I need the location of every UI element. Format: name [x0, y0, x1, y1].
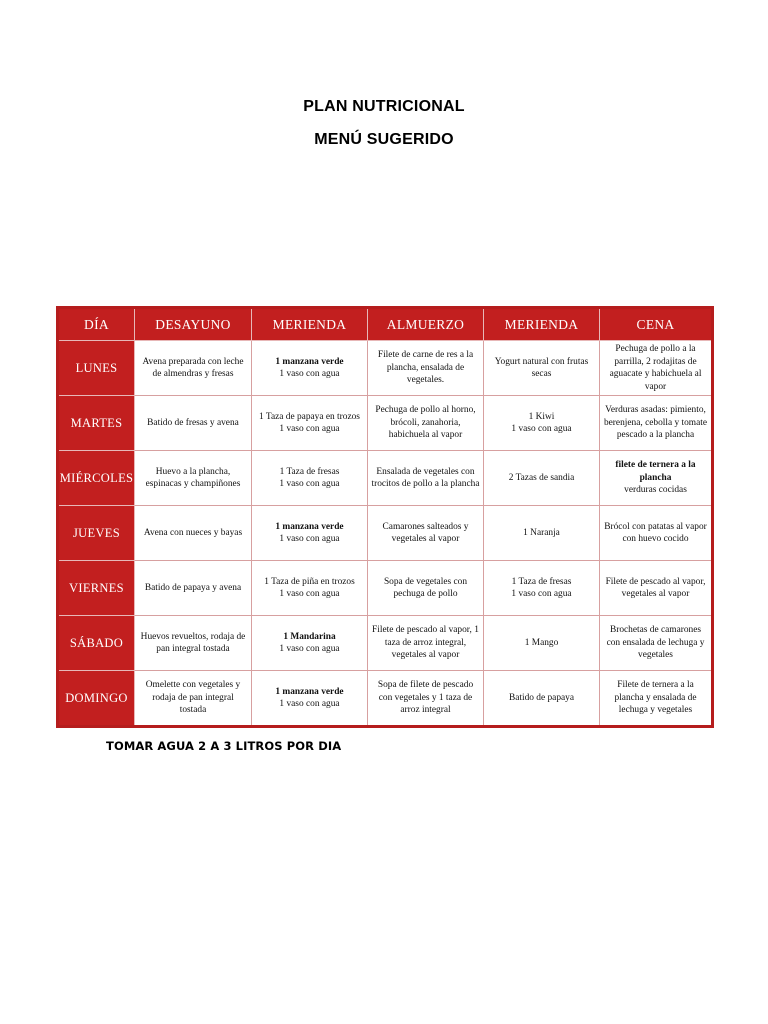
cell-desayuno: Avena con nueces y bayas [135, 506, 252, 561]
cell-day: VIERNES [58, 561, 135, 616]
cell-merienda-afternoon [484, 561, 600, 616]
cell-merienda-morning [252, 671, 368, 727]
table-row [58, 671, 713, 727]
cell-line: 1 Taza de fresas [511, 576, 572, 587]
cell-cena: Brochetas de camarones con ensalada de lechuga y vegetales [600, 616, 713, 671]
cell-merienda-afternoon: 1 Mango [484, 616, 600, 671]
header-merienda-afternoon: MERIENDA [484, 308, 600, 341]
cell-line: 1 vaso con agua [279, 534, 340, 544]
cell-line: 1 vaso con agua [279, 644, 340, 654]
cell-merienda-morning [252, 506, 368, 561]
cell-cena: Pechuga de pollo a la parrilla, 2 rodajitas de aguacate y habichuela al vapor [600, 341, 713, 396]
cell-cena: Brócol con patatas al vapor con huevo cocido [600, 506, 713, 561]
cell-desayuno: Batido de papaya y avena [135, 561, 252, 616]
cell-line: 1 Mandarina [283, 631, 336, 642]
cell-line: 1 vaso con agua [511, 424, 572, 434]
table-row [58, 451, 713, 506]
cell-line: 1 vaso con agua [279, 589, 340, 599]
cell-merienda-afternoon: Yogurt natural con frutas secas [484, 341, 600, 396]
cell-day: SÁBADO [58, 616, 135, 671]
cell-line: 1 manzana verde [275, 521, 344, 532]
cell-line: 1 manzana verde [275, 356, 344, 367]
table-row [58, 396, 713, 451]
cell-almuerzo: Sopa de vegetales con pechuga de pollo [368, 561, 484, 616]
cell-merienda-morning [252, 451, 368, 506]
cell-line: filete de ternera a la plancha [615, 460, 696, 483]
cell-merienda-afternoon [484, 396, 600, 451]
cell-day: MIÉRCOLES [58, 451, 135, 506]
cell-line: 1 Taza de papaya en trozos [259, 411, 360, 422]
cell-line: 1 manzana verde [275, 686, 344, 697]
cell-desayuno: Avena preparada con leche de almendras y fresas [135, 341, 252, 396]
header-merienda-morning: MERIENDA [252, 308, 368, 341]
cell-almuerzo: Filete de pescado al vapor, 1 taza de arroz integral, vegetales al vapor [368, 616, 484, 671]
cell-desayuno: Huevos revueltos, rodaja de pan integral tostada [135, 616, 252, 671]
cell-almuerzo: Filete de carne de res a la plancha, ensalada de vegetales. [368, 341, 484, 396]
cell-cena [600, 451, 713, 506]
header-dia: DÍA [58, 308, 135, 341]
cell-day: MARTES [58, 396, 135, 451]
cell-line: 1 vaso con agua [279, 369, 340, 379]
cell-merienda-morning [252, 561, 368, 616]
cell-desayuno: Omelette con vegetales y rodaja de pan integral tostada [135, 671, 252, 727]
cell-day: JUEVES [58, 506, 135, 561]
table-row [58, 506, 713, 561]
document-subtitle: MENÚ SUGERIDO [314, 131, 454, 148]
cell-almuerzo: Pechuga de pollo al horno, brócoli, zanahoria, habichuela al vapor [368, 396, 484, 451]
header-cena: CENA [600, 308, 713, 341]
document-title: PLAN NUTRICIONAL [303, 98, 465, 115]
cell-day: DOMINGO [58, 671, 135, 727]
cell-merienda-morning [252, 396, 368, 451]
cell-almuerzo: Camarones salteados y vegetales al vapor [368, 506, 484, 561]
cell-line: 1 Taza de piña en trozos [264, 576, 355, 587]
cell-line: 1 vaso con agua [279, 424, 340, 434]
cell-day: LUNES [58, 341, 135, 396]
table-header-row [58, 308, 713, 341]
cell-line: verduras cocidas [624, 485, 687, 496]
cell-desayuno: Batido de fresas y avena [135, 396, 252, 451]
cell-cena: Verduras asadas: pimiento, berenjena, cebolla y tomate pescado a la plancha [600, 396, 713, 451]
cell-merienda-afternoon: 2 Tazas de sandia [484, 451, 600, 506]
cell-merienda-afternoon: 1 Naranja [484, 506, 600, 561]
cell-line: 1 vaso con agua [279, 699, 340, 709]
cell-line: 1 Taza de fresas [279, 466, 340, 477]
header-almuerzo: ALMUERZO [368, 308, 484, 341]
water-note: TOMAR AGUA 2 A 3 LITROS POR DIA [106, 739, 342, 753]
cell-line: 1 vaso con agua [279, 479, 340, 489]
cell-merienda-morning [252, 341, 368, 396]
table-row [58, 341, 713, 396]
cell-line: 1 Kiwi [528, 411, 555, 422]
cell-merienda-morning [252, 616, 368, 671]
weekly-menu-table [56, 306, 714, 728]
cell-desayuno: Huevo a la plancha, espinacas y champiñones [135, 451, 252, 506]
cell-cena: Filete de ternera a la plancha y ensalada de lechuga y vegetales [600, 671, 713, 727]
cell-line: 1 vaso con agua [511, 589, 572, 599]
table-row [58, 616, 713, 671]
cell-merienda-afternoon: Batido de papaya [484, 671, 600, 727]
header-desayuno: DESAYUNO [135, 308, 252, 341]
cell-almuerzo: Ensalada de vegetales con trocitos de pollo a la plancha [368, 451, 484, 506]
cell-cena: Filete de pescado al vapor, vegetales al vapor [600, 561, 713, 616]
table-row [58, 561, 713, 616]
cell-almuerzo: Sopa de filete de pescado con vegetales y 1 taza de arroz integral [368, 671, 484, 727]
